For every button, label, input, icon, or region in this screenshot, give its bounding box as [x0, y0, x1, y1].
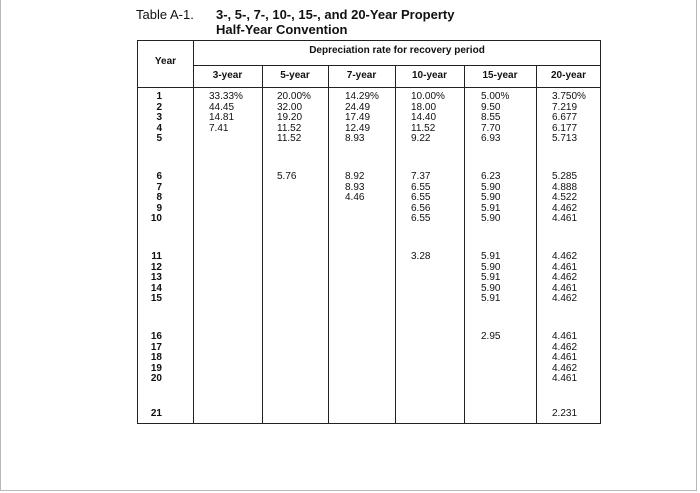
rate-cell-20-year: 4.461 — [552, 282, 578, 294]
rate-cell-7-year: 14.29% — [345, 91, 379, 102]
header-divider — [138, 87, 600, 88]
year-cell: 16 — [150, 331, 162, 342]
year-cell: 2 — [156, 101, 162, 113]
rate-cell-5-year: 20.00% — [277, 91, 311, 102]
rate-cell-20-year: 6.677 — [552, 112, 578, 124]
rate-cell-5-year: 11.52 — [277, 133, 302, 145]
rate-cell-15-year: 5.90 — [481, 213, 501, 225]
column-divider — [328, 66, 329, 423]
year-header: Year — [154, 56, 177, 67]
rate-cell-20-year: 6.177 — [552, 122, 578, 134]
rate-cell-15-year: 5.91 — [481, 251, 501, 262]
rate-cell-10-year: 10.00% — [411, 91, 445, 102]
rate-cell-20-year: 5.713 — [552, 133, 578, 145]
rate-cell-10-year: 6.55 — [411, 213, 431, 225]
table-title-line2: Half-Year Convention — [216, 22, 348, 37]
period-header-10-year: 10-year — [411, 70, 448, 81]
column-divider — [395, 66, 396, 423]
group-header: Depreciation rate for recovery period — [309, 45, 485, 56]
rate-cell-20-year: 2.231 — [552, 408, 578, 419]
depreciation-table — [137, 40, 601, 424]
rate-cell-3-year: 44.45 — [209, 101, 235, 113]
year-cell: 21 — [150, 408, 162, 419]
column-divider — [464, 66, 465, 423]
rate-cell-15-year: 8.55 — [481, 112, 501, 124]
rate-cell-15-year: 2.95 — [481, 331, 501, 342]
rate-cell-5-year: 32.00 — [277, 101, 303, 113]
year-cell: 18 — [150, 352, 162, 364]
rate-cell-20-year: 4.462 — [552, 251, 578, 262]
rate-cell-15-year: 5.91 — [481, 202, 501, 214]
rate-cell-20-year: 4.522 — [552, 192, 578, 204]
rate-cell-15-year: 6.93 — [481, 133, 501, 145]
period-header-15-year: 15-year — [482, 70, 518, 81]
year-cell: 11 — [151, 251, 162, 262]
period-header-20-year: 20-year — [550, 70, 587, 81]
year-cell: 14 — [150, 282, 162, 294]
rate-cell-20-year: 4.462 — [552, 362, 578, 374]
year-cell: 17 — [150, 341, 162, 353]
rate-cell-20-year: 4.461 — [552, 331, 578, 342]
rate-cell-15-year: 5.00% — [481, 91, 510, 102]
rate-cell-5-year: 11.52 — [277, 122, 302, 134]
year-cell: 20 — [150, 373, 162, 385]
rate-cell-15-year: 5.91 — [481, 293, 501, 305]
rate-cell-20-year: 4.462 — [552, 272, 578, 284]
rate-cell-10-year: 3.28 — [411, 251, 431, 262]
year-cell: 10 — [150, 213, 162, 225]
year-cell: 12 — [150, 261, 162, 273]
rate-cell-15-year: 7.70 — [481, 122, 501, 134]
year-cell: 3 — [156, 112, 162, 124]
period-header-5-year: 5-year — [280, 70, 310, 81]
year-cell: 19 — [150, 362, 162, 374]
rate-cell-5-year: 5.76 — [277, 171, 297, 182]
table-title — [216, 7, 454, 37]
rate-cell-7-year: 8.92 — [345, 171, 365, 182]
rate-cell-10-year: 6.55 — [411, 181, 431, 193]
rate-cell-3-year: 33.33% — [209, 91, 243, 102]
rate-cell-15-year: 9.50 — [481, 101, 501, 113]
year-cell: 7 — [156, 181, 162, 193]
rate-cell-20-year: 4.461 — [552, 213, 578, 225]
year-cell: 13 — [150, 272, 162, 284]
rate-cell-20-year: 4.462 — [552, 202, 578, 214]
year-cell: 5 — [156, 133, 162, 145]
rate-cell-15-year: 5.91 — [481, 272, 501, 284]
rate-cell-10-year: 9.22 — [411, 133, 431, 145]
rate-cell-15-year: 5.90 — [481, 181, 501, 193]
rate-cell-10-year: 11.52 — [411, 122, 436, 134]
period-header-7-year: 7-year — [346, 70, 377, 81]
rate-cell-15-year: 6.23 — [481, 171, 501, 182]
rate-cell-20-year: 4.462 — [552, 341, 578, 353]
period-header-3-year: 3-year — [212, 70, 243, 81]
rate-cell-20-year: 4.462 — [552, 293, 578, 305]
table-title-line1: 3-, 5-, 7-, 10-, 15-, and 20-Year Property — [216, 7, 455, 22]
rate-cell-10-year: 7.37 — [411, 171, 431, 182]
rate-cell-15-year: 5.90 — [481, 261, 501, 273]
rate-cell-20-year: 4.461 — [552, 352, 578, 364]
rate-cell-7-year: 8.93 — [345, 181, 365, 193]
column-divider — [536, 66, 537, 423]
table-label: Table A-1. — [136, 7, 194, 22]
year-column-divider — [193, 41, 194, 423]
year-cell: 8 — [156, 192, 162, 204]
rate-cell-20-year: 3.750% — [552, 91, 586, 102]
rate-cell-20-year: 4.461 — [552, 373, 578, 385]
rate-cell-10-year: 18.00 — [411, 101, 437, 113]
rate-cell-20-year: 5.285 — [552, 171, 578, 182]
rate-cell-15-year: 5.90 — [481, 282, 501, 294]
rate-cell-7-year: 4.46 — [345, 192, 365, 204]
year-cell: 15 — [150, 293, 162, 305]
rate-cell-7-year: 17.49 — [345, 112, 371, 124]
rate-cell-10-year: 6.56 — [411, 202, 431, 214]
rate-cell-7-year: 12.49 — [345, 122, 371, 134]
year-cell: 6 — [156, 171, 162, 182]
group-header-divider — [193, 65, 600, 66]
rate-cell-5-year: 19.20 — [277, 112, 303, 124]
rate-cell-15-year: 5.90 — [481, 192, 501, 204]
rate-cell-3-year: 7.41 — [209, 122, 229, 134]
rate-cell-7-year: 24.49 — [345, 101, 371, 113]
rate-cell-20-year: 4.888 — [552, 181, 578, 193]
rate-cell-10-year: 14.40 — [411, 112, 437, 124]
rate-cell-7-year: 8.93 — [345, 133, 365, 145]
rate-cell-10-year: 6.55 — [411, 192, 431, 204]
rate-cell-3-year: 14.81 — [209, 112, 235, 124]
column-divider — [262, 66, 263, 423]
year-cell: 9 — [156, 202, 162, 214]
year-cell: 1 — [156, 91, 162, 102]
rate-cell-20-year: 7.219 — [552, 101, 578, 113]
rate-cell-20-year: 4.461 — [552, 261, 578, 273]
year-cell: 4 — [156, 122, 162, 134]
